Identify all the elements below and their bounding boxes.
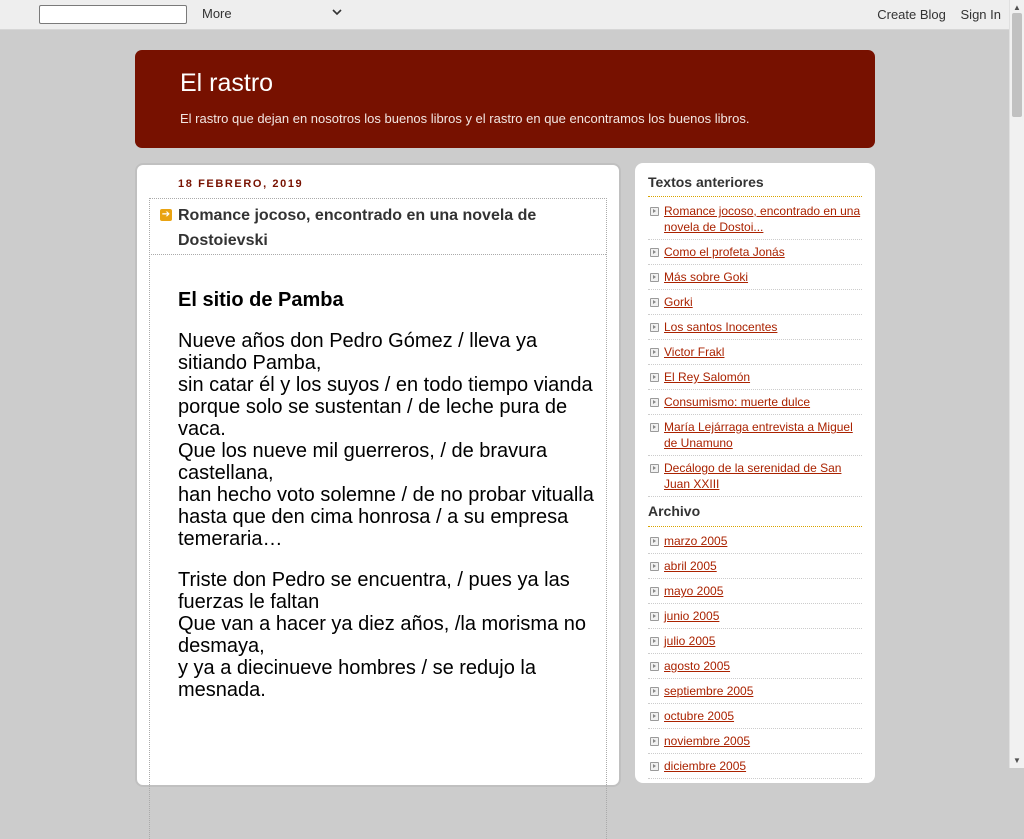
recent-post-link[interactable]: Victor Frakl [664, 345, 725, 359]
list-item [648, 315, 862, 340]
recent-post-link[interactable]: Romance jocoso, encontrado en una novela de Dostoi... [664, 204, 861, 234]
list-item [648, 654, 862, 679]
archive-link[interactable]: septiembre 2005 [664, 684, 754, 698]
chevron-down-icon [332, 6, 342, 20]
list-item [648, 390, 862, 415]
bullet-arrow-icon [650, 273, 659, 282]
list-item [648, 754, 862, 779]
list-item [648, 340, 862, 365]
bullet-arrow-icon [650, 298, 659, 307]
bullet-arrow-icon [650, 248, 659, 257]
recent-post-link[interactable]: Gorki [664, 295, 693, 309]
poem-line: Triste don Pedro se encuentra, / pues ya las fuerzas le faltan [178, 569, 570, 613]
blogger-navbar [0, 0, 1009, 30]
poem-line: porque solo se sustentan / de leche pura de vaca. [178, 396, 568, 440]
list-item [648, 365, 862, 390]
recent-posts-title: Textos anteriores [648, 174, 764, 190]
more-label: More [202, 6, 232, 21]
divider [648, 196, 862, 197]
list-item [648, 265, 862, 290]
sign-in-link[interactable]: Sign In [960, 7, 1001, 22]
post-title[interactable]: Romance jocoso, encontrado en una novela de Dostoievski [178, 207, 537, 249]
blog-description: El rastro que dejan en nosotros los buenos libros y el rastro en que encontramos los buenos libros. [180, 111, 750, 126]
archive-link[interactable]: junio 2005 [664, 609, 720, 623]
archive-link[interactable]: agosto 2005 [664, 659, 731, 673]
poem-line: han hecho voto solemne / de no probar vitualla [178, 484, 594, 506]
list-item [648, 579, 862, 604]
archive-list [648, 529, 862, 779]
bullet-arrow-icon [650, 587, 659, 596]
list-item [648, 604, 862, 629]
archive-link[interactable]: marzo 2005 [664, 534, 728, 548]
bullet-arrow-icon [650, 762, 659, 771]
recent-post-link[interactable]: Más sobre Goki [664, 270, 749, 284]
bullet-arrow-icon [650, 612, 659, 621]
list-item [648, 240, 862, 265]
recent-post-link[interactable]: El Rey Salomón [664, 370, 751, 384]
scroll-down-arrow-icon[interactable]: ▼ [1013, 756, 1021, 765]
scroll-up-arrow-icon[interactable]: ▲ [1013, 3, 1021, 12]
list-item [648, 290, 862, 315]
blog-header [135, 50, 875, 148]
divider [149, 254, 606, 255]
bullet-arrow-icon [650, 373, 659, 382]
post-body [178, 289, 598, 720]
bullet-arrow-icon [650, 398, 659, 407]
sidebar [635, 163, 875, 783]
bullet-arrow-icon [650, 323, 659, 332]
poem-line: sin catar él y los suyos / en todo tiempo vianda [178, 374, 593, 396]
bullet-arrow-icon [650, 562, 659, 571]
list-item [648, 456, 862, 497]
poem-line: Que van a hacer ya diez años, /la morisma no desmaya, [178, 613, 586, 657]
poem-line: Nueve años don Pedro Gómez / lleva ya sitiando Pamba, [178, 330, 538, 374]
main-column [135, 163, 621, 787]
bullet-arrow-icon [650, 423, 659, 432]
bullet-arrow-icon [650, 637, 659, 646]
poem-line: hasta que den cima honrosa / a su empresa temeraria… [178, 506, 569, 550]
bullet-arrow-icon [650, 464, 659, 473]
scroll-thumb[interactable] [1012, 13, 1022, 117]
list-item [648, 704, 862, 729]
bullet-arrow-icon [650, 687, 659, 696]
scrollbar[interactable] [1009, 0, 1024, 768]
bullet-arrow-icon [650, 662, 659, 671]
archive-link[interactable]: octubre 2005 [664, 709, 735, 723]
archive-link[interactable]: noviembre 2005 [664, 734, 751, 748]
recent-posts-list [648, 199, 862, 497]
archive-link[interactable]: mayo 2005 [664, 584, 724, 598]
list-item [648, 529, 862, 554]
poem-stanza [178, 330, 598, 550]
recent-post-link[interactable]: Consumismo: muerte dulce [664, 395, 811, 409]
archive-link[interactable]: abril 2005 [664, 559, 717, 573]
create-blog-link[interactable]: Create Blog [877, 7, 946, 22]
more-dropdown[interactable] [202, 6, 342, 22]
list-item [648, 629, 862, 654]
navbar-links [866, 7, 1001, 22]
poem-stanza [178, 569, 598, 701]
poem-heading: El sitio de Pamba [178, 289, 344, 311]
bullet-arrow-icon [650, 348, 659, 357]
list-item [648, 199, 862, 240]
blog-title[interactable]: El rastro [180, 69, 274, 97]
list-item [648, 554, 862, 579]
arrow-right-icon: ➔ [161, 209, 171, 220]
list-item [648, 415, 862, 456]
bullet-arrow-icon [650, 737, 659, 746]
recent-post-link[interactable]: Como el profeta Jonás [664, 245, 785, 259]
poem-line: Que los nueve mil guerreros, / de bravura castellana, [178, 440, 548, 484]
bullet-arrow-icon [650, 207, 659, 216]
recent-post-link[interactable]: María Lejárraga entrevista a Miguel de Unamuno [664, 420, 853, 450]
archive-link[interactable]: julio 2005 [664, 634, 716, 648]
divider [648, 526, 862, 527]
list-item [648, 729, 862, 754]
recent-post-link[interactable]: Los santos Inocentes [664, 320, 778, 334]
post-date: 18 FEBRERO, 2019 [178, 178, 304, 190]
archive-link[interactable]: diciembre 2005 [664, 759, 747, 773]
recent-post-link[interactable]: Decálogo de la serenidad de San Juan XXIII [664, 461, 842, 491]
bullet-arrow-icon [650, 537, 659, 546]
search-input[interactable] [39, 5, 187, 24]
poem-line: y ya a diecinueve hombres / se redujo la mesnada. [178, 657, 536, 701]
bullet-arrow-icon [650, 712, 659, 721]
list-item [648, 679, 862, 704]
archive-title: Archivo [648, 503, 701, 519]
